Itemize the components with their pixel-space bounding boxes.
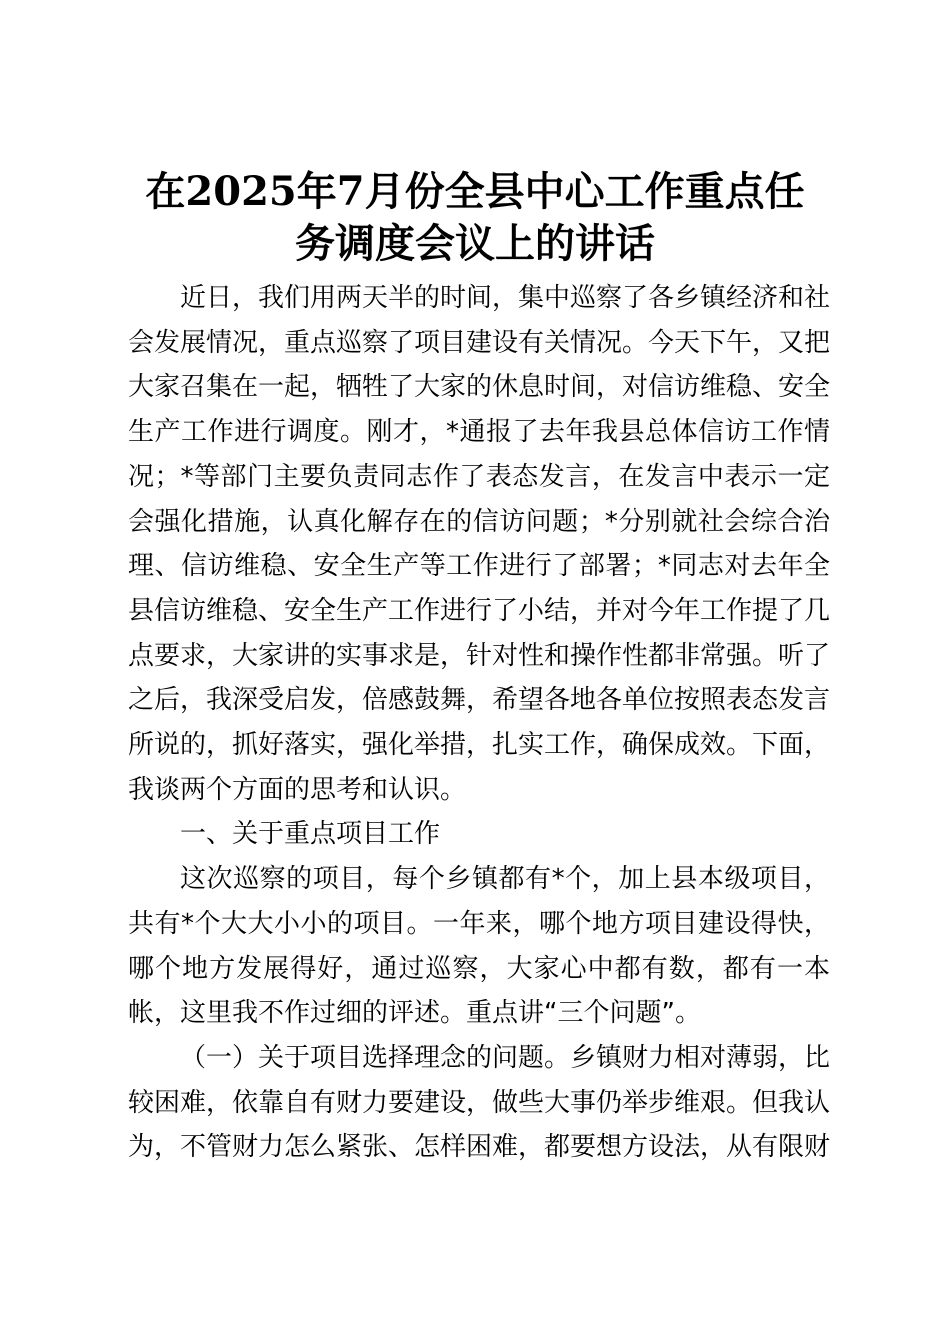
document-title bbox=[128, 166, 822, 270]
paragraph-subsection-1: （一）关于项目选择理念的问题。乡镇财力相对薄弱，比较困难，依靠自有财力要建设，做些大事仍举步维艰。但我认为，不管财力怎么紧张、怎样困难，都要想方设法，从有限财 bbox=[128, 1042, 831, 1163]
paragraph-projects: 这次巡察的项目，每个乡镇都有*个，加上县本级项目，共有*个大大小小的项目。一年来，哪个地方项目建设得快，哪个地方发展得好，通过巡察，大家心中都有数，都有一本帐，这里我不作过细的评述。重点讲“三个问题”。 bbox=[128, 864, 830, 1029]
title-line-1: 在2025年7月份全县中心工作重点任 bbox=[145, 168, 805, 215]
title-line-2: 务调度会议上的讲话 bbox=[295, 220, 655, 267]
section-heading-1: 一、关于重点项目工作 bbox=[180, 819, 441, 850]
paragraph-intro: 近日，我们用两天半的时间，集中巡察了各乡镇经济和社会发展情况，重点巡察了项目建设有关情况。今天下午，又把大家召集在一起，牺牲了大家的休息时间，对信访维稳、安全生产工作进行调度。刚才，*通报了去年我县总体信访工作情况；*等部门主要负责同志作了表态发言，在发言中表示一定会强化措施，认真化解存在的信访问题；*分别就社会综合治理、信访维稳、安全生产等工作进行了部署；*同志对去年全县信访维稳、安全生产工作进行了小结，并对今年工作提了几点要求，大家讲的实事求是，针对性和操作性都非常强。听了之后，我深受启发，倍感鼓舞，希望各地各单位按照表态发言所说的，抓好落实，强化举措，扎实工作，确保成效。下面，我谈两个方面的思考和认识。 bbox=[128, 283, 831, 805]
document-body bbox=[128, 276, 830, 1170]
